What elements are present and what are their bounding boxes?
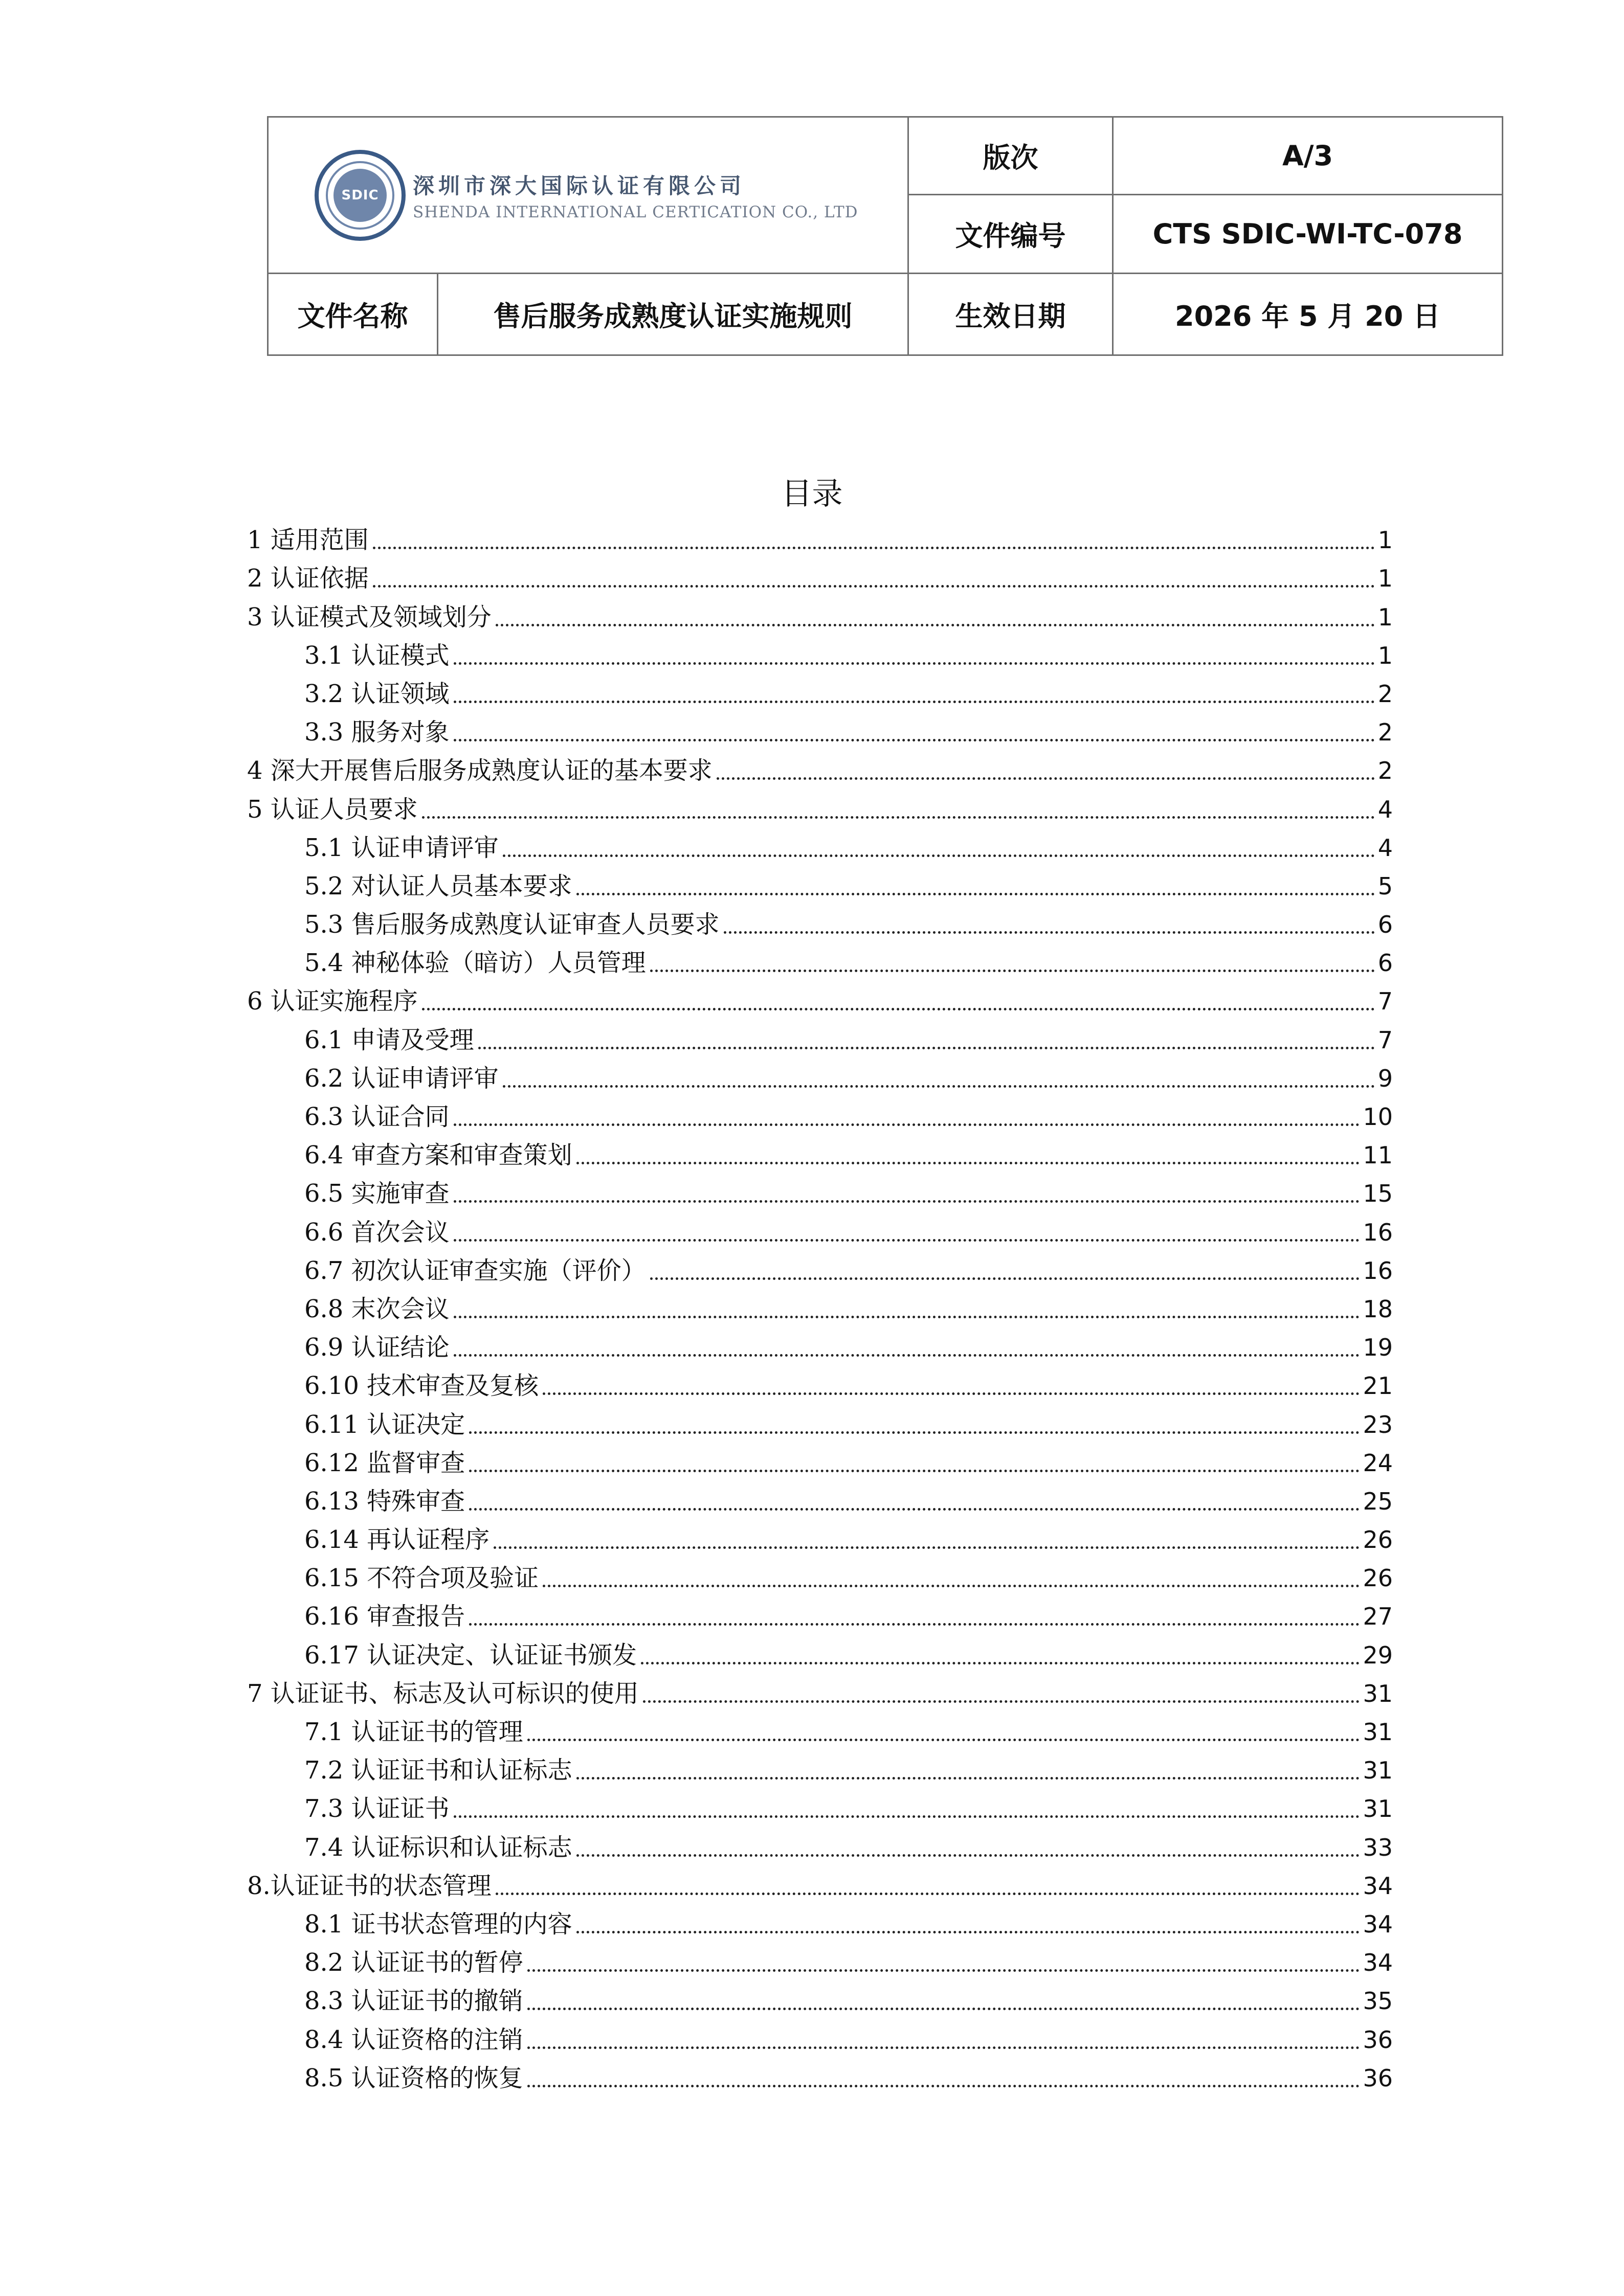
toc-entry-page: 19 — [1363, 1334, 1393, 1362]
toc-entry[interactable] — [247, 1056, 1393, 1095]
toc-entry-page: 16 — [1363, 1218, 1393, 1246]
toc-leader-dots — [527, 2046, 1360, 2049]
toc-leader-dots — [724, 931, 1375, 934]
toc-entry[interactable] — [247, 634, 1393, 672]
toc-leader-dots — [576, 1931, 1360, 1933]
toc-entry[interactable] — [247, 1402, 1393, 1440]
toc-entry[interactable] — [247, 1825, 1393, 1863]
toc-entry-page: 10 — [1363, 1103, 1393, 1131]
toc-entry[interactable] — [247, 1479, 1393, 1518]
toc-entry-page: 9 — [1377, 1064, 1393, 1092]
toc-entry-page: 23 — [1363, 1410, 1393, 1438]
toc-entry-label: 6.3 认证合同 — [304, 1102, 450, 1131]
toc-leader-dots — [469, 1470, 1360, 1472]
toc-entry-label: 2 认证依据 — [247, 564, 369, 593]
toc-entry-label: 6 认证实施程序 — [247, 987, 418, 1016]
company-name-en: SHENDA INTERNATIONAL CERTICATION CO., LTD — [413, 202, 858, 221]
toc-leader-dots — [422, 1008, 1375, 1010]
toc-entry-page: 6 — [1377, 911, 1393, 939]
toc-entry[interactable] — [247, 1325, 1393, 1364]
toc-entry-page: 31 — [1363, 1718, 1393, 1746]
doc-name-value: 售后服务成熟度认证实施规则 — [438, 274, 908, 355]
company-name-cn: 深圳市深大国际认证有限公司 — [413, 173, 746, 198]
toc-leader-dots — [496, 1893, 1360, 1895]
toc-entry[interactable] — [247, 826, 1393, 864]
toc-entry-label: 5 认证人员要求 — [247, 795, 418, 824]
toc-entry[interactable] — [247, 787, 1393, 825]
toc-entry[interactable] — [247, 1902, 1393, 1941]
toc-leader-dots — [454, 701, 1375, 703]
company-seal-logo-icon — [315, 150, 406, 241]
toc-entry-label: 6.1 申请及受理 — [304, 1025, 474, 1054]
toc-leader-dots — [527, 2008, 1360, 2010]
toc-entry[interactable] — [247, 1364, 1393, 1402]
toc-entry[interactable] — [247, 979, 1393, 1018]
toc-entry[interactable] — [247, 1210, 1393, 1248]
toc-leader-dots — [454, 662, 1375, 665]
toc-entry[interactable] — [247, 1748, 1393, 1787]
toc-entry[interactable] — [247, 1249, 1393, 1287]
toc-entry-page: 2 — [1377, 680, 1393, 708]
doc-number-label: 文件编号 — [908, 195, 1113, 274]
toc-entry[interactable] — [247, 1864, 1393, 1902]
toc-entry-page: 1 — [1377, 565, 1393, 593]
toc-leader-dots — [641, 1662, 1360, 1664]
toc-entry-label: 6.5 实施审查 — [304, 1179, 450, 1208]
toc-entry[interactable] — [247, 1979, 1393, 2017]
toc-entry[interactable] — [247, 1941, 1393, 1979]
toc-entry-label: 6.14 再认证程序 — [304, 1525, 490, 1555]
toc-entry-label: 8.4 认证资格的注销 — [304, 2025, 523, 2054]
toc-leader-dots — [643, 1700, 1360, 1703]
toc-entry-page: 4 — [1377, 795, 1393, 823]
toc-entry[interactable] — [247, 1594, 1393, 1633]
toc-leader-dots — [373, 585, 1375, 588]
toc-entry[interactable] — [247, 1133, 1393, 1172]
toc-leader-dots — [527, 1969, 1360, 1972]
toc-entry-label: 7.3 认证证书 — [304, 1794, 450, 1824]
toc-entry[interactable] — [247, 1556, 1393, 1594]
toc-entry-label: 5.1 认证申请评审 — [304, 833, 499, 862]
doc-name-label: 文件名称 — [268, 274, 438, 355]
toc-leader-dots — [454, 1354, 1360, 1357]
toc-entry[interactable] — [247, 1672, 1393, 1710]
toc-entry-page: 21 — [1363, 1372, 1393, 1400]
toc-entry-label: 8.3 认证证书的撤销 — [304, 1987, 523, 2016]
toc-entry-page: 31 — [1363, 1795, 1393, 1823]
toc-entry-label: 7.2 认证证书和认证标志 — [304, 1756, 572, 1785]
toc-entry-page: 35 — [1363, 1987, 1393, 2015]
version-label: 版次 — [908, 117, 1113, 195]
toc-entry-page: 31 — [1363, 1679, 1393, 1707]
toc-entry-label: 6.11 认证决定 — [304, 1410, 465, 1439]
toc-entry-page: 2 — [1377, 757, 1393, 785]
toc-entry-page: 7 — [1377, 1026, 1393, 1054]
toc-entry-label: 6.2 认证申请评审 — [304, 1064, 499, 1093]
doc-number-value: CTS SDIC-WI-TC-078 — [1113, 195, 1503, 274]
toc-entry-label: 3 认证模式及领域划分 — [247, 602, 492, 632]
toc-entry-page: 15 — [1363, 1180, 1393, 1208]
toc-entry[interactable] — [247, 1633, 1393, 1671]
toc-entry-label: 6.15 不符合项及验证 — [304, 1564, 539, 1593]
toc-entry[interactable] — [247, 1441, 1393, 1479]
toc-entry-page: 25 — [1363, 1487, 1393, 1515]
effective-date-value: 2026 年 5 月 20 日 — [1113, 274, 1503, 355]
toc-entry-label: 6.9 认证结论 — [304, 1333, 450, 1362]
toc-leader-dots — [469, 1431, 1360, 1434]
toc-entry-label: 5.4 神秘体验（暗访）人员管理 — [304, 949, 646, 978]
toc-entry-page: 24 — [1363, 1449, 1393, 1477]
toc-entry[interactable] — [247, 1518, 1393, 1556]
toc-leader-dots — [494, 1546, 1360, 1549]
logo-text: SDIC — [341, 187, 379, 203]
toc-leader-dots — [576, 893, 1375, 895]
toc-entry-page: 6 — [1377, 949, 1393, 977]
toc-leader-dots — [469, 1623, 1360, 1626]
toc-entry-page: 4 — [1377, 834, 1393, 862]
toc-entry-label: 6.13 特殊审查 — [304, 1487, 465, 1516]
toc-entry-label: 8.认证证书的状态管理 — [247, 1871, 492, 1900]
toc-entry[interactable] — [247, 941, 1393, 979]
toc-entry-page: 36 — [1363, 2064, 1393, 2092]
table-of-contents — [247, 518, 1393, 2095]
toc-title: 目录 — [781, 476, 843, 512]
toc-leader-dots — [454, 1200, 1360, 1203]
toc-entry-label: 6.6 首次会议 — [304, 1218, 450, 1247]
toc-entry-label: 7.1 认证证书的管理 — [304, 1718, 523, 1746]
document-header-table — [267, 116, 1503, 356]
toc-entry-label: 8.2 认证证书的暂停 — [304, 1948, 523, 1977]
toc-entry[interactable] — [247, 1172, 1393, 1210]
toc-entry-label: 6.4 审查方案和审查策划 — [304, 1141, 572, 1170]
toc-entry-label: 6.7 初次认证审查实施（评价） — [304, 1256, 646, 1285]
toc-entry-page: 31 — [1363, 1757, 1393, 1785]
toc-entry-label: 3.1 认证模式 — [304, 641, 450, 670]
toc-entry-page: 29 — [1363, 1641, 1393, 1669]
toc-entry[interactable] — [247, 864, 1393, 903]
toc-entry-label: 6.17 认证决定、认证证书颁发 — [304, 1640, 637, 1670]
toc-entry-page: 1 — [1377, 603, 1393, 631]
toc-leader-dots — [576, 1162, 1360, 1164]
toc-entry[interactable] — [247, 1287, 1393, 1325]
toc-entry-page: 16 — [1363, 1256, 1393, 1285]
toc-entry-page: 1 — [1377, 526, 1393, 554]
toc-entry-page: 26 — [1363, 1564, 1393, 1592]
toc-leader-dots — [454, 1815, 1360, 1818]
effective-date-label: 生效日期 — [908, 274, 1113, 355]
toc-leader-dots — [454, 1123, 1360, 1126]
toc-leader-dots — [527, 1739, 1360, 1741]
toc-entry-label: 1 适用范围 — [247, 526, 369, 555]
company-logo-cell — [268, 117, 908, 274]
toc-entry[interactable] — [247, 2017, 1393, 2056]
toc-entry-page: 5 — [1377, 872, 1393, 900]
toc-entry-page: 1 — [1377, 641, 1393, 669]
toc-leader-dots — [422, 816, 1375, 819]
toc-entry[interactable] — [247, 2056, 1393, 2095]
toc-entry-label: 6.12 监督审查 — [304, 1448, 465, 1477]
toc-leader-dots — [503, 1085, 1375, 1088]
toc-leader-dots — [650, 1277, 1360, 1280]
toc-leader-dots — [527, 2085, 1360, 2087]
toc-entry[interactable] — [247, 672, 1393, 710]
toc-entry-label: 5.2 对认证人员基本要求 — [304, 871, 572, 901]
toc-entry-page: 18 — [1363, 1295, 1393, 1323]
toc-entry[interactable] — [247, 1787, 1393, 1825]
toc-entry-page: 27 — [1363, 1603, 1393, 1631]
toc-entry-label: 3.3 服务对象 — [304, 718, 450, 747]
toc-entry[interactable] — [247, 1710, 1393, 1748]
toc-entry-label: 6.10 技术审查及复核 — [304, 1371, 539, 1401]
toc-entry-page: 34 — [1363, 1872, 1393, 1900]
toc-entry-label: 8.5 认证资格的恢复 — [304, 2063, 523, 2092]
toc-leader-dots — [576, 1777, 1360, 1780]
toc-entry[interactable] — [247, 556, 1393, 595]
toc-leader-dots — [650, 970, 1375, 972]
toc-entry-page: 33 — [1363, 1833, 1393, 1861]
toc-leader-dots — [454, 739, 1375, 741]
toc-entry-label: 8.1 证书状态管理的内容 — [304, 1909, 572, 1939]
toc-leader-dots — [496, 624, 1375, 626]
toc-entry[interactable] — [247, 710, 1393, 749]
toc-entry-page: 26 — [1363, 1526, 1393, 1554]
toc-entry-page: 11 — [1363, 1141, 1393, 1169]
toc-entry-page: 34 — [1363, 1949, 1393, 1977]
toc-entry-label: 6.16 审查报告 — [304, 1602, 465, 1631]
toc-entry-page: 36 — [1363, 2025, 1393, 2054]
toc-leader-dots — [373, 547, 1375, 549]
toc-entry-page: 2 — [1377, 718, 1393, 747]
toc-entry[interactable] — [247, 1095, 1393, 1133]
toc-entry-page: 7 — [1377, 987, 1393, 1016]
toc-leader-dots — [576, 1854, 1360, 1857]
toc-entry-label: 3.2 认证领域 — [304, 679, 450, 708]
toc-leader-dots — [478, 1047, 1375, 1049]
toc-leader-dots — [469, 1508, 1360, 1511]
toc-leader-dots — [503, 854, 1375, 857]
toc-entry-label: 6.8 末次会议 — [304, 1294, 450, 1323]
toc-leader-dots — [543, 1585, 1360, 1587]
toc-entry-label: 5.3 售后服务成熟度认证审查人员要求 — [304, 910, 720, 939]
toc-entry[interactable] — [247, 749, 1393, 787]
toc-entry-label: 7.4 认证标识和认证标志 — [304, 1833, 572, 1862]
toc-entry-page: 34 — [1363, 1910, 1393, 1938]
toc-entry[interactable] — [247, 903, 1393, 941]
version-value: A/3 — [1113, 117, 1503, 195]
toc-entry-label: 7 认证证书、标志及认可标识的使用 — [247, 1679, 639, 1708]
toc-leader-dots — [454, 1239, 1360, 1242]
toc-entry[interactable] — [247, 518, 1393, 556]
toc-leader-dots — [543, 1392, 1360, 1395]
toc-leader-dots — [454, 1316, 1360, 1318]
toc-entry[interactable] — [247, 595, 1393, 633]
toc-entry[interactable] — [247, 1018, 1393, 1056]
toc-leader-dots — [717, 777, 1375, 780]
toc-entry-label: 4 深大开展售后服务成熟度认证的基本要求 — [247, 756, 713, 785]
